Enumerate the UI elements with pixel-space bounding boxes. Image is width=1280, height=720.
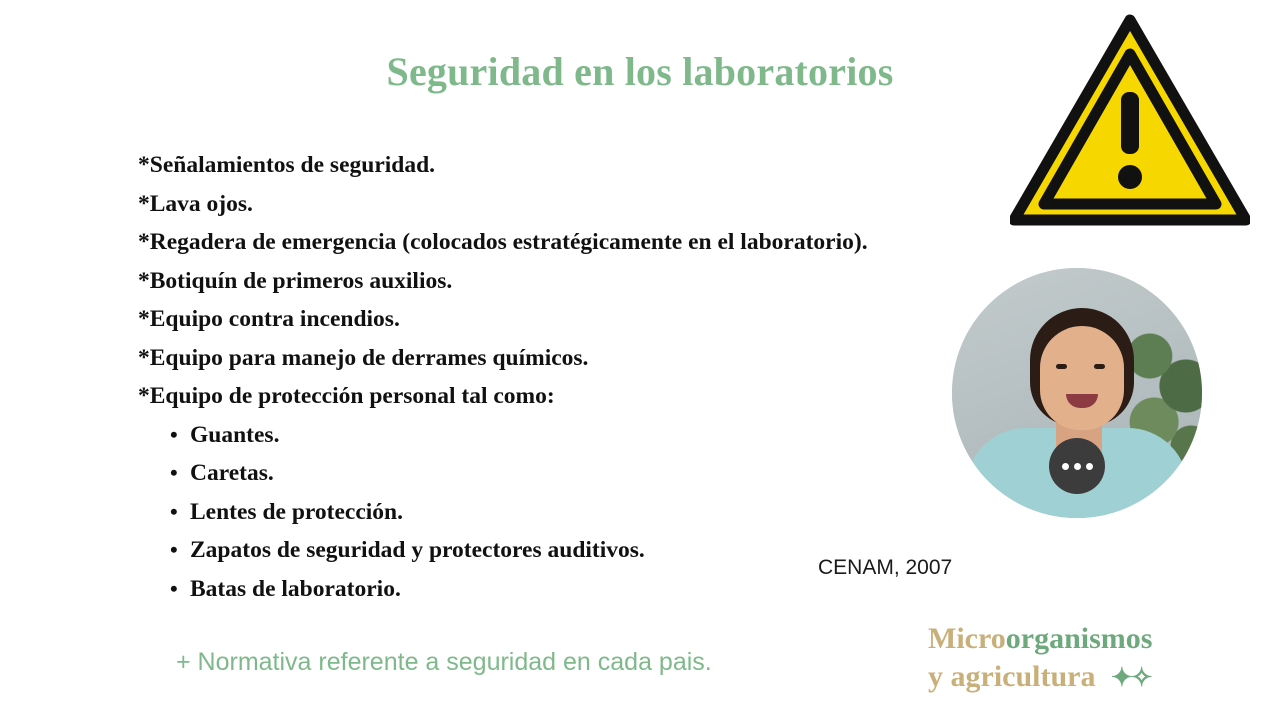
content-list [138,146,968,608]
footer-note: + Normativa referente a seguridad en cada pais. [176,648,712,676]
list-item: *Equipo para manejo de derrames químicos. [138,344,589,371]
brand-text-y: y [928,660,943,693]
sub-list-item [138,493,968,532]
dot [1062,463,1069,470]
list-item: *Regadera de emergencia (colocados estratégicamente en el laboratorio). [138,229,868,255]
brand-text-micro: Micro [928,622,1006,655]
bullet-dot-icon: • [170,537,178,562]
sub-list-item-label: Zapatos de seguridad y protectores auditivos. [190,537,645,563]
list-item: *Equipo contra incendios. [138,306,400,332]
brand-text-organismos: organismos [1005,622,1153,655]
list-item: *Lava ojos. [138,190,253,217]
brand-text-agricultura: agricultura [950,660,1096,693]
sub-list-item-label: Lentes de protección. [190,498,403,525]
bullet-dot-icon: • [170,575,178,601]
presenter-face [1040,326,1124,430]
bullet-dot-icon: • [170,498,178,524]
brand-logo [928,620,1258,697]
more-options-icon[interactable] [1049,438,1105,494]
sub-list-item-label: Guantes. [190,421,280,448]
webcam-bubble[interactable] [952,268,1202,518]
warning-triangle-icon [1010,14,1250,226]
dot [1074,463,1081,470]
bullet-dot-icon: • [170,421,178,447]
sparkles-icon: ✦✧ [1110,663,1151,692]
list-item: *Equipo de protección personal tal como: [138,383,555,409]
presenter-eye-left [1056,364,1067,369]
sub-list-item-label: Batas de laboratorio. [190,575,401,602]
sub-list-item [138,416,968,455]
source-caption: CENAM, 2007 [818,556,953,579]
page-title: Seguridad en los laboratorios [386,49,894,94]
dot [1086,463,1093,470]
list-item: *Botiquín de primeros auxilios. [138,267,453,294]
presenter-eye-right [1094,364,1105,369]
bullet-dot-icon: • [170,460,178,485]
sub-list-item [138,454,968,493]
list-item: *Señalamientos de seguridad. [138,152,436,178]
sub-list-item-label: Caretas. [190,460,274,486]
